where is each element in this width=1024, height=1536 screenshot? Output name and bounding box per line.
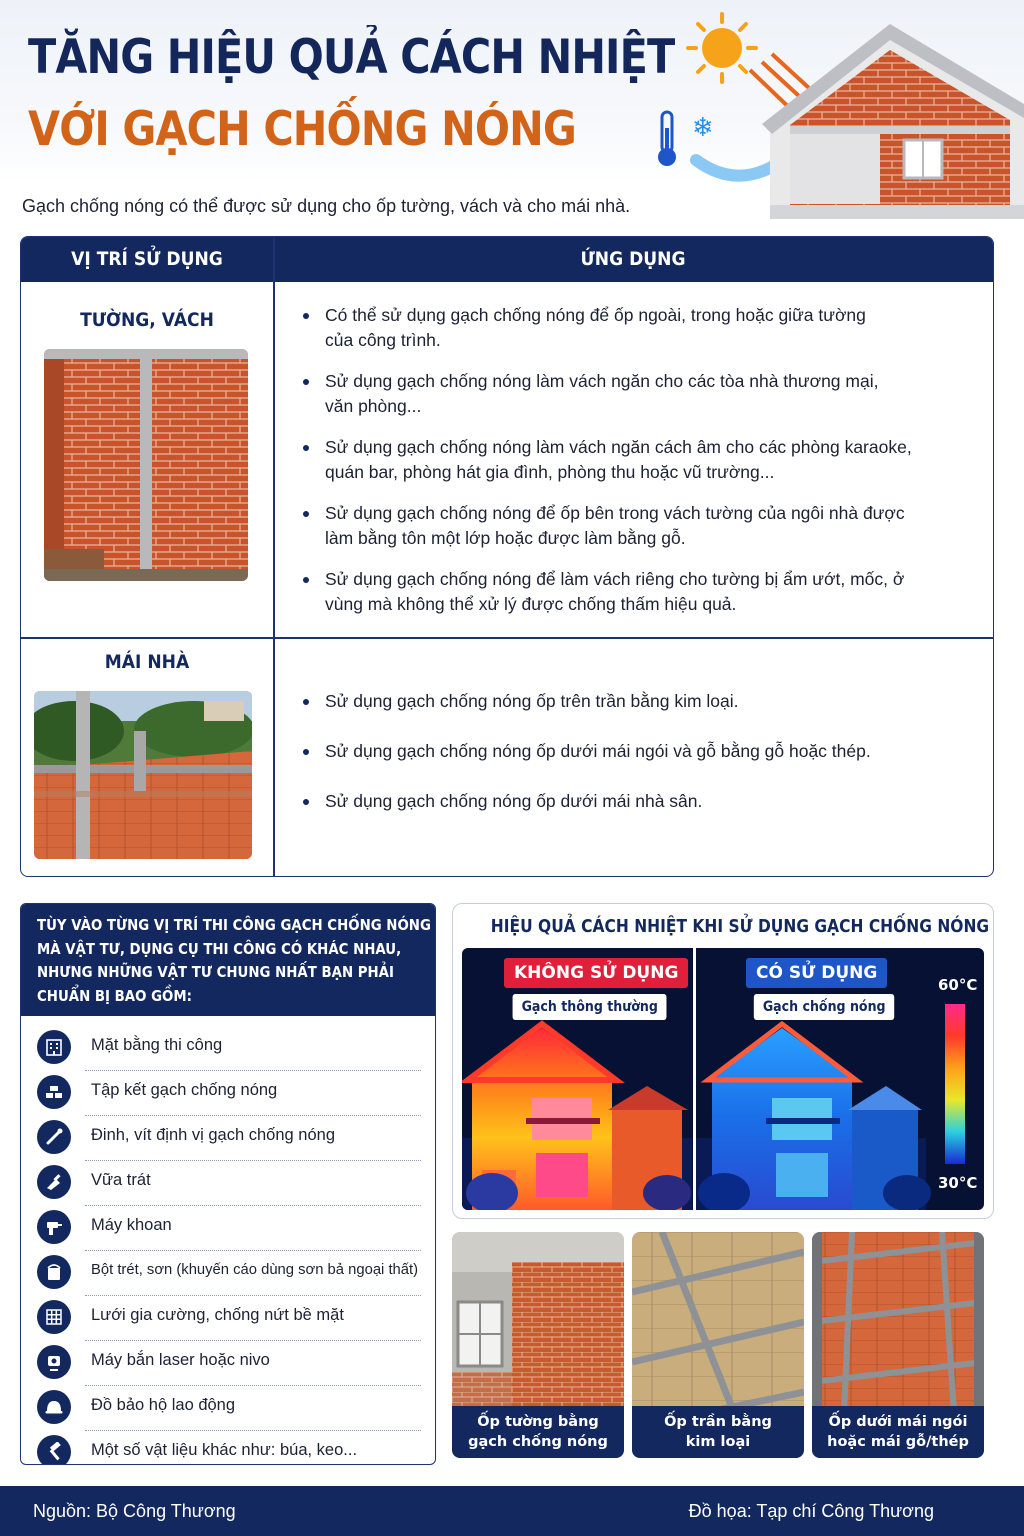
column-header-location: VỊ TRÍ SỬ DỤNG <box>71 248 223 270</box>
row-divider <box>21 637 993 639</box>
list-item: Tập kết gạch chống nóng <box>21 1071 435 1116</box>
column-divider <box>273 237 275 876</box>
house-icon <box>762 24 1024 219</box>
house-illustration-icon <box>640 0 1024 235</box>
list-item: Lưới gia cường, chống nứt bề mặt <box>21 1296 435 1341</box>
usage-table <box>20 236 994 877</box>
list-item: Sử dụng gạch chống nóng ốp trên trần bằng kim loại. <box>301 689 981 714</box>
roof-applications-list <box>301 689 981 814</box>
list-item: Có thể sử dụng gạch chống nóng để ốp ngoài, trong hoặc giữa tường của công trình. <box>301 303 981 353</box>
intro-text: Gạch chống nóng có thể được sử dụng cho ốp tường, vách và cho mái nhà. <box>22 196 631 216</box>
footer <box>0 1486 1024 1536</box>
source-credit: Nguồn: Bộ Công Thương <box>33 1501 236 1521</box>
photo-card-wall <box>452 1232 624 1458</box>
list-item: Mặt bằng thi công <box>21 1026 435 1071</box>
graphics-credit: Đồ họa: Tạp chí Công Thương <box>688 1501 934 1521</box>
thermal-panel <box>452 903 994 1219</box>
page-title-line1: TĂNG HIỆU QUẢ CÁCH NHIỆT <box>28 30 675 85</box>
list-item: Máy bắn laser hoặc nivo <box>21 1341 435 1386</box>
photo-caption: Ốp dưới mái ngói hoặc mái gỗ/thép <box>812 1406 984 1458</box>
list-item: Sử dụng gạch chống nóng để ốp bên trong vách tường của ngôi nhà được làm bằng tôn một lớp hoặc được làm bằng gỗ. <box>301 501 981 551</box>
list-item: Sử dụng gạch chống nóng để làm vách riêng cho tường bị ẩm ướt, mốc, ở vùng mà không thể xử lý được chống thấm hiệu quả. <box>301 567 981 617</box>
bricks-icon <box>37 1075 71 1109</box>
thermal-title: HIỆU QUẢ CÁCH NHIỆT KHI SỬ DỤNG GẠCH CHỐNG NÓNG <box>490 916 990 937</box>
without-subtitle: Gạch thông thường <box>513 994 667 1020</box>
list-item: Bột trét, sơn (khuyến cáo dùng sơn bả ngoại thất) <box>21 1251 435 1296</box>
materials-box <box>20 903 436 1465</box>
paint-bucket-icon <box>37 1255 71 1289</box>
thermometer-icon <box>658 112 676 166</box>
materials-heading: TÙY VÀO TỪNG VỊ TRÍ THI CÔNG GẠCH CHỐNG NÓNG MÀ VẬT TƯ, DỤNG CỤ THI CÔNG CÓ KHÁC NHAU, NHƯNG NHỮNG VẬT TƯ CHUNG NHẤT BẠN PHẢI CHUẨN BỊ BAO GỒM: <box>21 904 435 1016</box>
list-item: Đinh, vít định vị gạch chống nóng <box>21 1116 435 1161</box>
trowel-icon <box>37 1165 71 1199</box>
list-item: Sử dụng gạch chống nóng ốp dưới mái ngói và gỗ bằng gỗ hoặc thép. <box>301 739 981 764</box>
table-header <box>21 237 993 282</box>
column-header-application: ỨNG DỤNG <box>580 248 686 270</box>
hammer-icon <box>37 1435 71 1465</box>
row-label-roof: MÁI NHÀ <box>104 651 190 673</box>
thermal-images <box>462 948 984 1210</box>
list-item: Một số vật liệu khác như: búa, keo... <box>21 1431 435 1465</box>
photo-card-roof <box>812 1232 984 1458</box>
sun-icon <box>688 14 756 82</box>
with-badge: CÓ SỬ DỤNG <box>746 958 887 988</box>
list-item: Đồ bảo hộ lao động <box>21 1386 435 1431</box>
mesh-icon <box>37 1300 71 1334</box>
wall-applications-list <box>301 303 981 617</box>
scale-min-label: 30°C <box>938 1174 978 1192</box>
drill-icon <box>37 1210 71 1244</box>
list-item: Vữa trát <box>21 1161 435 1206</box>
photo-caption: Ốp trần bằng kim loại <box>632 1406 804 1458</box>
helmet-icon <box>37 1390 71 1424</box>
list-item: Sử dụng gạch chống nóng làm vách ngăn cho các tòa nhà thương mại, văn phòng... <box>301 369 981 419</box>
building-icon <box>37 1030 71 1064</box>
photo-caption: Ốp tường bằng gạch chống nóng <box>452 1406 624 1458</box>
screw-icon <box>37 1120 71 1154</box>
page-title-line2: VỚI GẠCH CHỐNG NÓNG <box>28 102 576 157</box>
hot-house-thermal-icon <box>462 1024 692 1210</box>
cool-house-thermal-icon <box>696 1024 931 1210</box>
without-badge: KHÔNG SỬ DỤNG <box>504 958 688 988</box>
temperature-scale <box>945 1004 965 1164</box>
with-subtitle: Gạch chống nóng <box>754 994 895 1020</box>
list-item: Sử dụng gạch chống nóng ốp dưới mái nhà sân. <box>301 789 981 814</box>
photo-card-ceiling <box>632 1232 804 1458</box>
roof-tile-photo <box>34 691 252 859</box>
list-item: Sử dụng gạch chống nóng làm vách ngăn cách âm cho các phòng karaoke, quán bar, phòng hát gia đình, phòng thu hoặc vũ trường... <box>301 435 981 485</box>
scale-max-label: 60°C <box>938 976 978 994</box>
laser-level-icon <box>37 1345 71 1379</box>
list-item: Máy khoan <box>21 1206 435 1251</box>
materials-list <box>21 1026 435 1465</box>
brick-wall-photo <box>44 349 248 581</box>
row-label-wall: TƯỜNG, VÁCH <box>80 309 214 331</box>
svg-text:❄: ❄ <box>692 113 714 143</box>
